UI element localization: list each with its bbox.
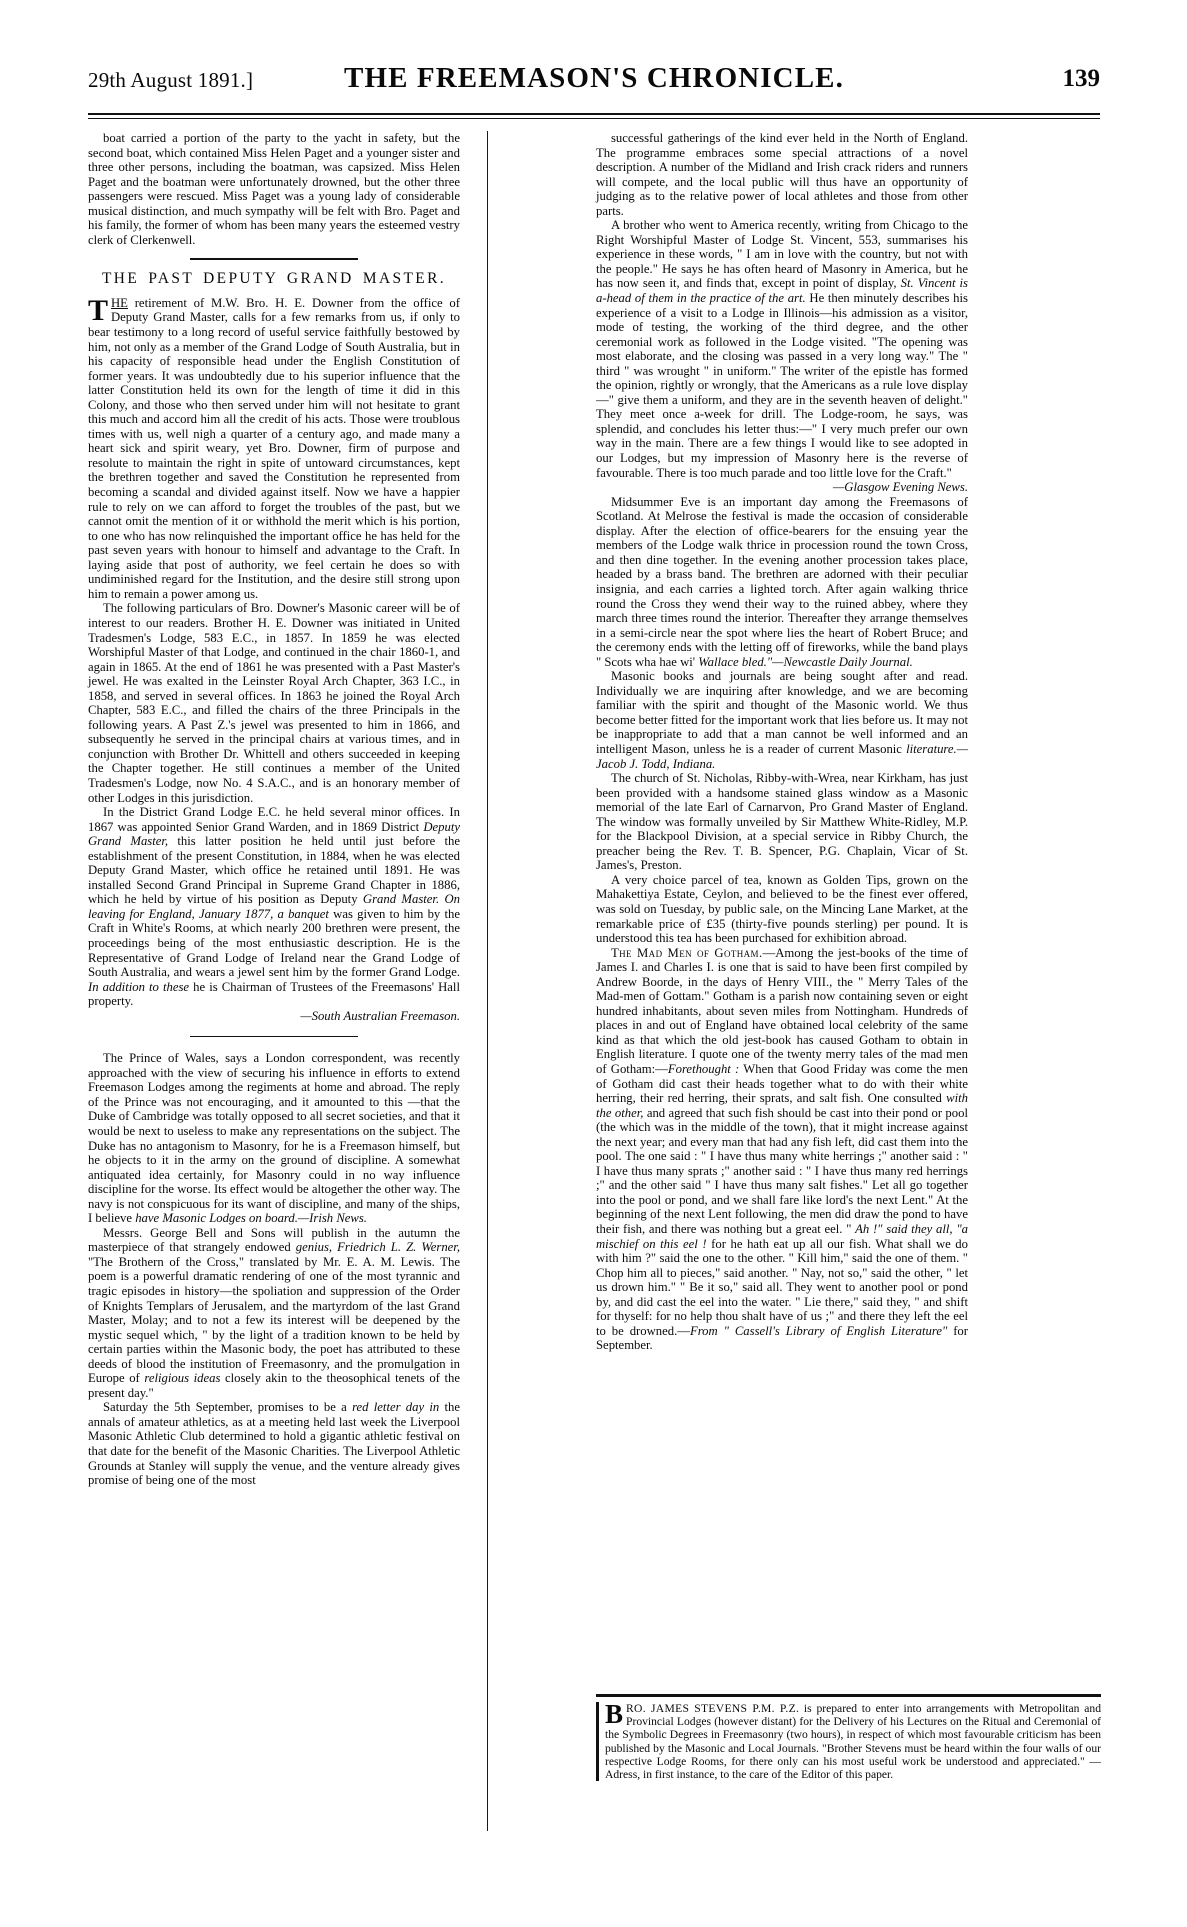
lead-word: HE — [111, 295, 128, 310]
article-heading-past-deputy-grand-master: THE PAST DEPUTY GRAND MASTER. — [102, 270, 446, 288]
news2-a: Messrs. George Bell and Sons will publish in the autumn the masterpiece of that strangely endowed — [88, 1225, 460, 1255]
america-b: He then minutely describes his experience of a visit to a Lodge in Illinois—his admission as a visitor, mode of testing, the working of the third degree, and the other ceremonial work as followed in the Lodge visited. "The opening was most elaborate, and the closing was passed in a very long way." The " third " was wrought " in uniform." The writer of the epistle has formed the opinion, rightly or wrongly, that the Americans as a rule love display—" give them a uniform, and they are in the seventh heaven of delight." They meet once a-week for drill. The Lodge-room, he says, was splendid, and concludes his letter thus:—" I very much prefer our own way in the main. There are a few things I would like to see adopted in our Lodges, but my impression of Masonry here is the reverse of favourable. There is too much parade and too little love for the Craft." — [596, 291, 968, 480]
news3-italic: red letter day in — [352, 1400, 440, 1415]
gotham-a: —Among the jest-books of the time of James I. and Charles I. is one that is said to have been first compiled by Andrew Boorde, in the days of Henry VIII., the " Merry Tales of the Mad-men of Gottam." Gotham is a parish now containing seven or eight hundred inhabitants, about seven miles from Nottingham. Hundreds of places in and out of England have obtained local celebrity of the same kind as that which the old jest-book has caused Gotham to obtain in English literature. I quote one of the twenty merry tales of the mad men of Gotham:— — [596, 945, 968, 1076]
gotham-d: for he hath eat up all our fish. What shall we do with him ?" said the one to the other. " Kill him," said the one of them. " Chop him all to pieces," said another. " Nay, not so," said the other, " let us drown him." " Be it so," said all. They went to another pool or pond by, and did cast the eel into the water. " Lie there," said they, " and shift for thyself: for no help thou shalt have of us ;" and there they left the eel to be drowned.— — [596, 1236, 968, 1338]
para3-italic-3: In addition to these — [88, 979, 190, 994]
books-attribution: literature.—Jacob J. Todd, Indiana. — [596, 741, 968, 771]
news2-italic-2: religious ideas — [144, 1371, 221, 1386]
gotham-heading: The Mad Men of Gotham. — [611, 945, 763, 960]
article-attribution: —South Australian Freemason. — [300, 1008, 460, 1023]
news3-a: Saturday the 5th September, promises to be a — [103, 1400, 353, 1415]
america-italic-1: St. Vincent is a-head of them in the practice of the art. — [596, 276, 968, 306]
para3-c: was given to him by the Craft in White's Rooms, at which nearly 200 brethren were present, the proceedings being of the most enthusiastic description. He is the Representative of Grand Lodge of Ireland near the Grand Lodge of South Australia, and wears a jewel sent him by the former Grand Lodge. — [88, 906, 460, 980]
news3-b: the annals of amateur athletics, as at a meeting held last week the Liverpool Masonic Athletic Club determined to hold a gigantic athletic festival on that date for the benefit of the Masonic Charities. The Liverpool Athletic Grounds at Stanley will supply the venue, and the venture already gives promise of being one of the most — [88, 1400, 460, 1488]
gotham-italic-3: Ah !" said they all, "a mischief on this eel ! — [596, 1222, 968, 1251]
masthead-rule — [88, 113, 1100, 115]
news-item-mad-men-of-gotham — [596, 946, 968, 1353]
drop-cap-t: T — [88, 293, 109, 327]
article-paragraph-3 — [88, 805, 460, 1009]
news-item-america — [596, 218, 968, 480]
paragraph-continued-gatherings: successful gatherings of the kind ever held in the North of England. The programme embraces some special attractions of a novel description. A number of the Midland and Irish crack riders and runners will compete, and the local public will thus have an opportunity of judging as to the relative power of local athletes and those from other parts. — [596, 131, 968, 218]
news-item-midsummer — [596, 495, 968, 670]
publication-title: THE FREEMASON'S CHRONICLE. — [344, 62, 844, 94]
news2-b: "The Brothern of the Cross," translated by Mr. E. A. M. Lewis. The poem is a powerful dramatic rendering of one of the most tyrannic and tragic episodes in history—the spoliation and suppression of the Order of Knights Templars of Jerusalem, and the martyrdom of the last Grand Master, Molay; and to not a few its interest will be deepened by the mystic sequel which, " by the light of a tradition known to be held by certain parties within the Masonic body, the poet has attributed to these deeds of blood the institution of Freemasonry, and the promulgation in Europe of — [88, 1254, 460, 1386]
column-divider — [487, 131, 488, 1831]
drop-cap-b: B — [605, 1699, 624, 1729]
news-item-masonic-books — [596, 669, 968, 771]
news-divider-rule — [190, 1036, 358, 1037]
gotham-italic-4: From " Cassell's Library of English Literature" — [689, 1323, 948, 1338]
books-text: Masonic books and journals are being sought after and read. Individually we are inquiring after knowledge, and we are becoming familiar with the spirit and thought of the Masonic world. We thus become better fitted for the important work that lies before us. It may not be inappropriate to add that a man cannot be well informed and an intelligent Mason, unless he is a reader of current Masonic — [596, 669, 968, 756]
gotham-italic-1: Forethought : — [667, 1062, 740, 1076]
gotham-b: When that Good Friday was come the men of Gotham did cast their heads together what to do with their white herring, their red herring, their sprats, and salt fish. One consulted — [596, 1062, 968, 1106]
america-attribution: —Glasgow Evening News. — [833, 480, 968, 495]
issue-date: 29th August 1891.] — [88, 68, 254, 92]
advert-lead: RO. JAMES STEVENS P.M. P.Z. — [626, 1702, 800, 1715]
para3-d: he is Chairman of Trustees of the Freemasons' Hall property. — [88, 979, 460, 1009]
advert-text: is prepared to enter into arrangements with Metropolitan and Provincial Lodges (however distant) for the Delivery of his Lectures on the Ritual and Ceremonial of the Symbolic Degrees in Freemasonry (two hours), in respect of which most favourable criticism has been published by the Masonic and Local Journals. "Brother Stevens must be heard within the four walls of our respective Lodge Rooms, for there only can his most useful work be understood and appreciated." —Adress, in first instance, to the care of the Editor of this paper. — [605, 1702, 1101, 1782]
news2-c: closely akin to the theosophical tenets of the present day." — [88, 1371, 460, 1400]
para3-italic-2: Grand Master. On leaving for England, January 1877, a banquet — [88, 892, 460, 921]
gotham-c: and agreed that such fish should be cast into their pond or pool (the which was in the middle of the town), that it might increase against the next year; and every man that had any fish left, did cast them into the pool. The one said : " I have thus many white herrings ;" another said : " I have thus many sprats ;" another said : " I have thus many red herrings ;" and the other said " I have thus many salt fishes." Let all go together into the pool or pond, and we shall fare like lord's the next Lent." At the beginning of the next Lent following, the men did draw the pond to have their fish, and there was nothing but a great eel. " — [596, 1105, 968, 1237]
midsummer-attribution: Wallace bled."—Newcastle Daily Journal. — [698, 654, 913, 669]
article-divider-rule — [190, 258, 358, 260]
paragraph-continued-boat: boat carried a portion of the party to the yacht in safety, but the second boat, which contained Miss Helen Paget and a younger sister and three other persons, including the boatman, was capsized. Miss Helen Paget and the boatman were unfortunately drowned, but the other three passengers were rescued. Miss Paget was a young lady of considerable musical distinction, and much sympathy will be felt with Bro. Paget and his family, the former of whom has been many years the esteemed vestry clerk of Clerkenwell. — [88, 131, 460, 247]
news-item-golden-tips-tea: A very choice parcel of tea, known as Golden Tips, grown on the Mahakettiya Estate, Ceylon, and believed to be the finest ever offered, was sold on Tuesday, by public sale, on the Mincing Lane Market, at the remarkable price of £35 (thirty-five pounds sterling) per pound. It is understood this tea has been purchased for exhibition abroad. — [596, 872, 968, 946]
para3-a: In the District Grand Lodge E.C. he held several minor offices. In 1867 was appointed Senior Grand Warden, and in 1869 District — [88, 805, 460, 834]
article-paragraph-1 — [88, 293, 460, 601]
para3-italic-1: Deputy Grand Master, — [88, 819, 460, 849]
masthead — [88, 62, 1100, 106]
news-item-st-nicholas-church: The church of St. Nicholas, Ribby-with-Wrea, near Kirkham, has just been provided with a handsome stained glass window as a Masonic memorial of the late Earl of Carnarvon, Pro Grand Master of England. The window was formally unveiled by Sir Matthew White-Ridley, M.P. for the Blackpool Division, at a special service in Ribby Church, the preacher being the Rev. T. B. Spencer, P.G. Chaplain, Vicar of St. James's, Preston. — [596, 771, 968, 873]
news-item-prince-of-wales — [88, 1051, 460, 1226]
advertisement-james-stevens — [596, 1694, 1101, 1781]
midsummer-text: Midsummer Eve is an important day among the Freemasons of Scotland. At Melrose the festival is made the occasion of considerable display. After the election of office-bearers for the ensuing year the members of the Lodge walk thrice in procession round the town Cross, and then dine together. In the evening another procession takes place, headed by a brass band. The brethren are adorned with their peculiar insignia, and each carries a lighted torch. After again walking thrice round the Cross they wend their way to the ruined abbey, where they march three times round the interior. Thereafter they arrange themselves in a semi-circle near the spot where lies the heart of Robert Bruce; and the ceremony ends with the letting off of fireworks, while the band plays " Scots wha hae wi' — [596, 494, 968, 669]
advert-top-rule — [596, 1694, 1101, 1697]
masthead-rule-secondary — [88, 118, 1100, 119]
paragraph-text: retirement of M.W. Bro. H. E. Downer from the office of Deputy Grand Master, calls for a few remarks from us, if only to bear testimony to a long record of useful service faithfully bestowed by him, not only as a member of the Grand Lodge of South Australia, but in his capacity of responsible head under the English Constitution of former years. It was undoubtedly due to his superior influence that the latter Constitution held its own for the length of time it did in this Colony, and those who then served under him will not hesitate to grant this much and accord him all the credit of his acts. Those were troublous times with us, well nigh a quarter of a century ago, and made many a heart sick and spirit weary, yet Bro. Downer, firm of purpose and resolute to maintain the right in spite of untoward circumstances, kept the brethren together and saved the Constitution he represented from becoming a scandal and divided against itself. Now we have a happier rule to rely on we can afford to forget the troubles of the past, but we cannot omit the mention of it or withhold the merit which is his portion, to one who has now relinquished the important office he has held for the past seven years with honour to himself and advantage to the Craft. In laying aside that post of authority, we feel certain he does so with undiminished regard for the Institution, and the desire still strong upon him to remain a power among us. — [88, 295, 460, 601]
news-item-liverpool-athletics — [88, 1400, 460, 1487]
column-left — [88, 131, 460, 1488]
article-paragraph-2: The following particulars of Bro. Downer's Masonic career will be of interest to our readers. Brother H. E. Downer was initiated in United Tradesmen's Lodge, 583 E.C., in 1857. In 1859 he was elected Worshipful Master of that Lodge, and continued in the chair 1860-1, and again in 1865. At the end of 1861 he was presented with a Past Master's jewel. He was exalted in the Leinster Royal Arch Chapter, 363 I.C., in 1858, and served in several offices. In 1863 he joined the Royal Arch Chapter, 583 E.C., and filled the chairs of the three Principals in the following years. A Past Z.'s jewel was presented to him in 1866, and subsequently he served in the principal chairs at various times, and in conjunction with Brother Dr. Whittell and others succeeded in keeping the Chapter together. He still continues a member of the United Tradesmen's Lodge, now No. 4 S.A.C., and is an honorary member of other Lodges in this jurisdiction. — [88, 601, 460, 805]
america-a: A brother who went to America recently, writing from Chicago to the Right Worshipful Master of Lodge St. Vincent, 553, summarises his experience in these words, " I am in love with the country, but not with the people." He says he has often heard of Masonry in America, but he has now seen it, and finds that, except in point of display, — [596, 218, 968, 291]
gotham-e: for September. — [596, 1323, 968, 1353]
page-number: 139 — [1062, 65, 1100, 92]
gotham-italic-2: with the other, — [596, 1091, 968, 1120]
news-item-george-bell — [88, 1226, 460, 1401]
news1-attribution: have Masonic Lodges on board.—Irish News. — [135, 1211, 367, 1226]
advert-body — [596, 1699, 1101, 1782]
para3-b: this latter position he held until just before the establishment of the present Constitution, in 1884, when he was elected Deputy Grand Master, which office he retained until 1891. He was installed Second Grand Principal in Supreme Grand Chapter in 1886, which he held by virtue of his position as Deputy — [88, 834, 460, 907]
column-right — [596, 131, 968, 1353]
news1-text: The Prince of Wales, says a London correspondent, was recently approached with the view of securing his influence in efforts to extend Freemason Lodges among the regiments at home and abroad. The reply of the Prince was not encouraging, and it amounted to this —that the Duke of Cambridge was totally opposed to all secret societies, and that it would be next to useless to make any representations on the subject. The Duke has no antagonism to Masonry, for he is a Freemason himself, but he objects to it in the army on the ground of discipline. A somewhat antiquated idea certainly, for Masonry could in no way influence discipline for the worse. Its effect would be altogether the other way. The navy is not conspicuous for its want of discipline, and many of the ships, I believe — [88, 1051, 460, 1226]
news2-italic-1: genius, Friedrich L. Z. Werner, — [295, 1240, 461, 1255]
